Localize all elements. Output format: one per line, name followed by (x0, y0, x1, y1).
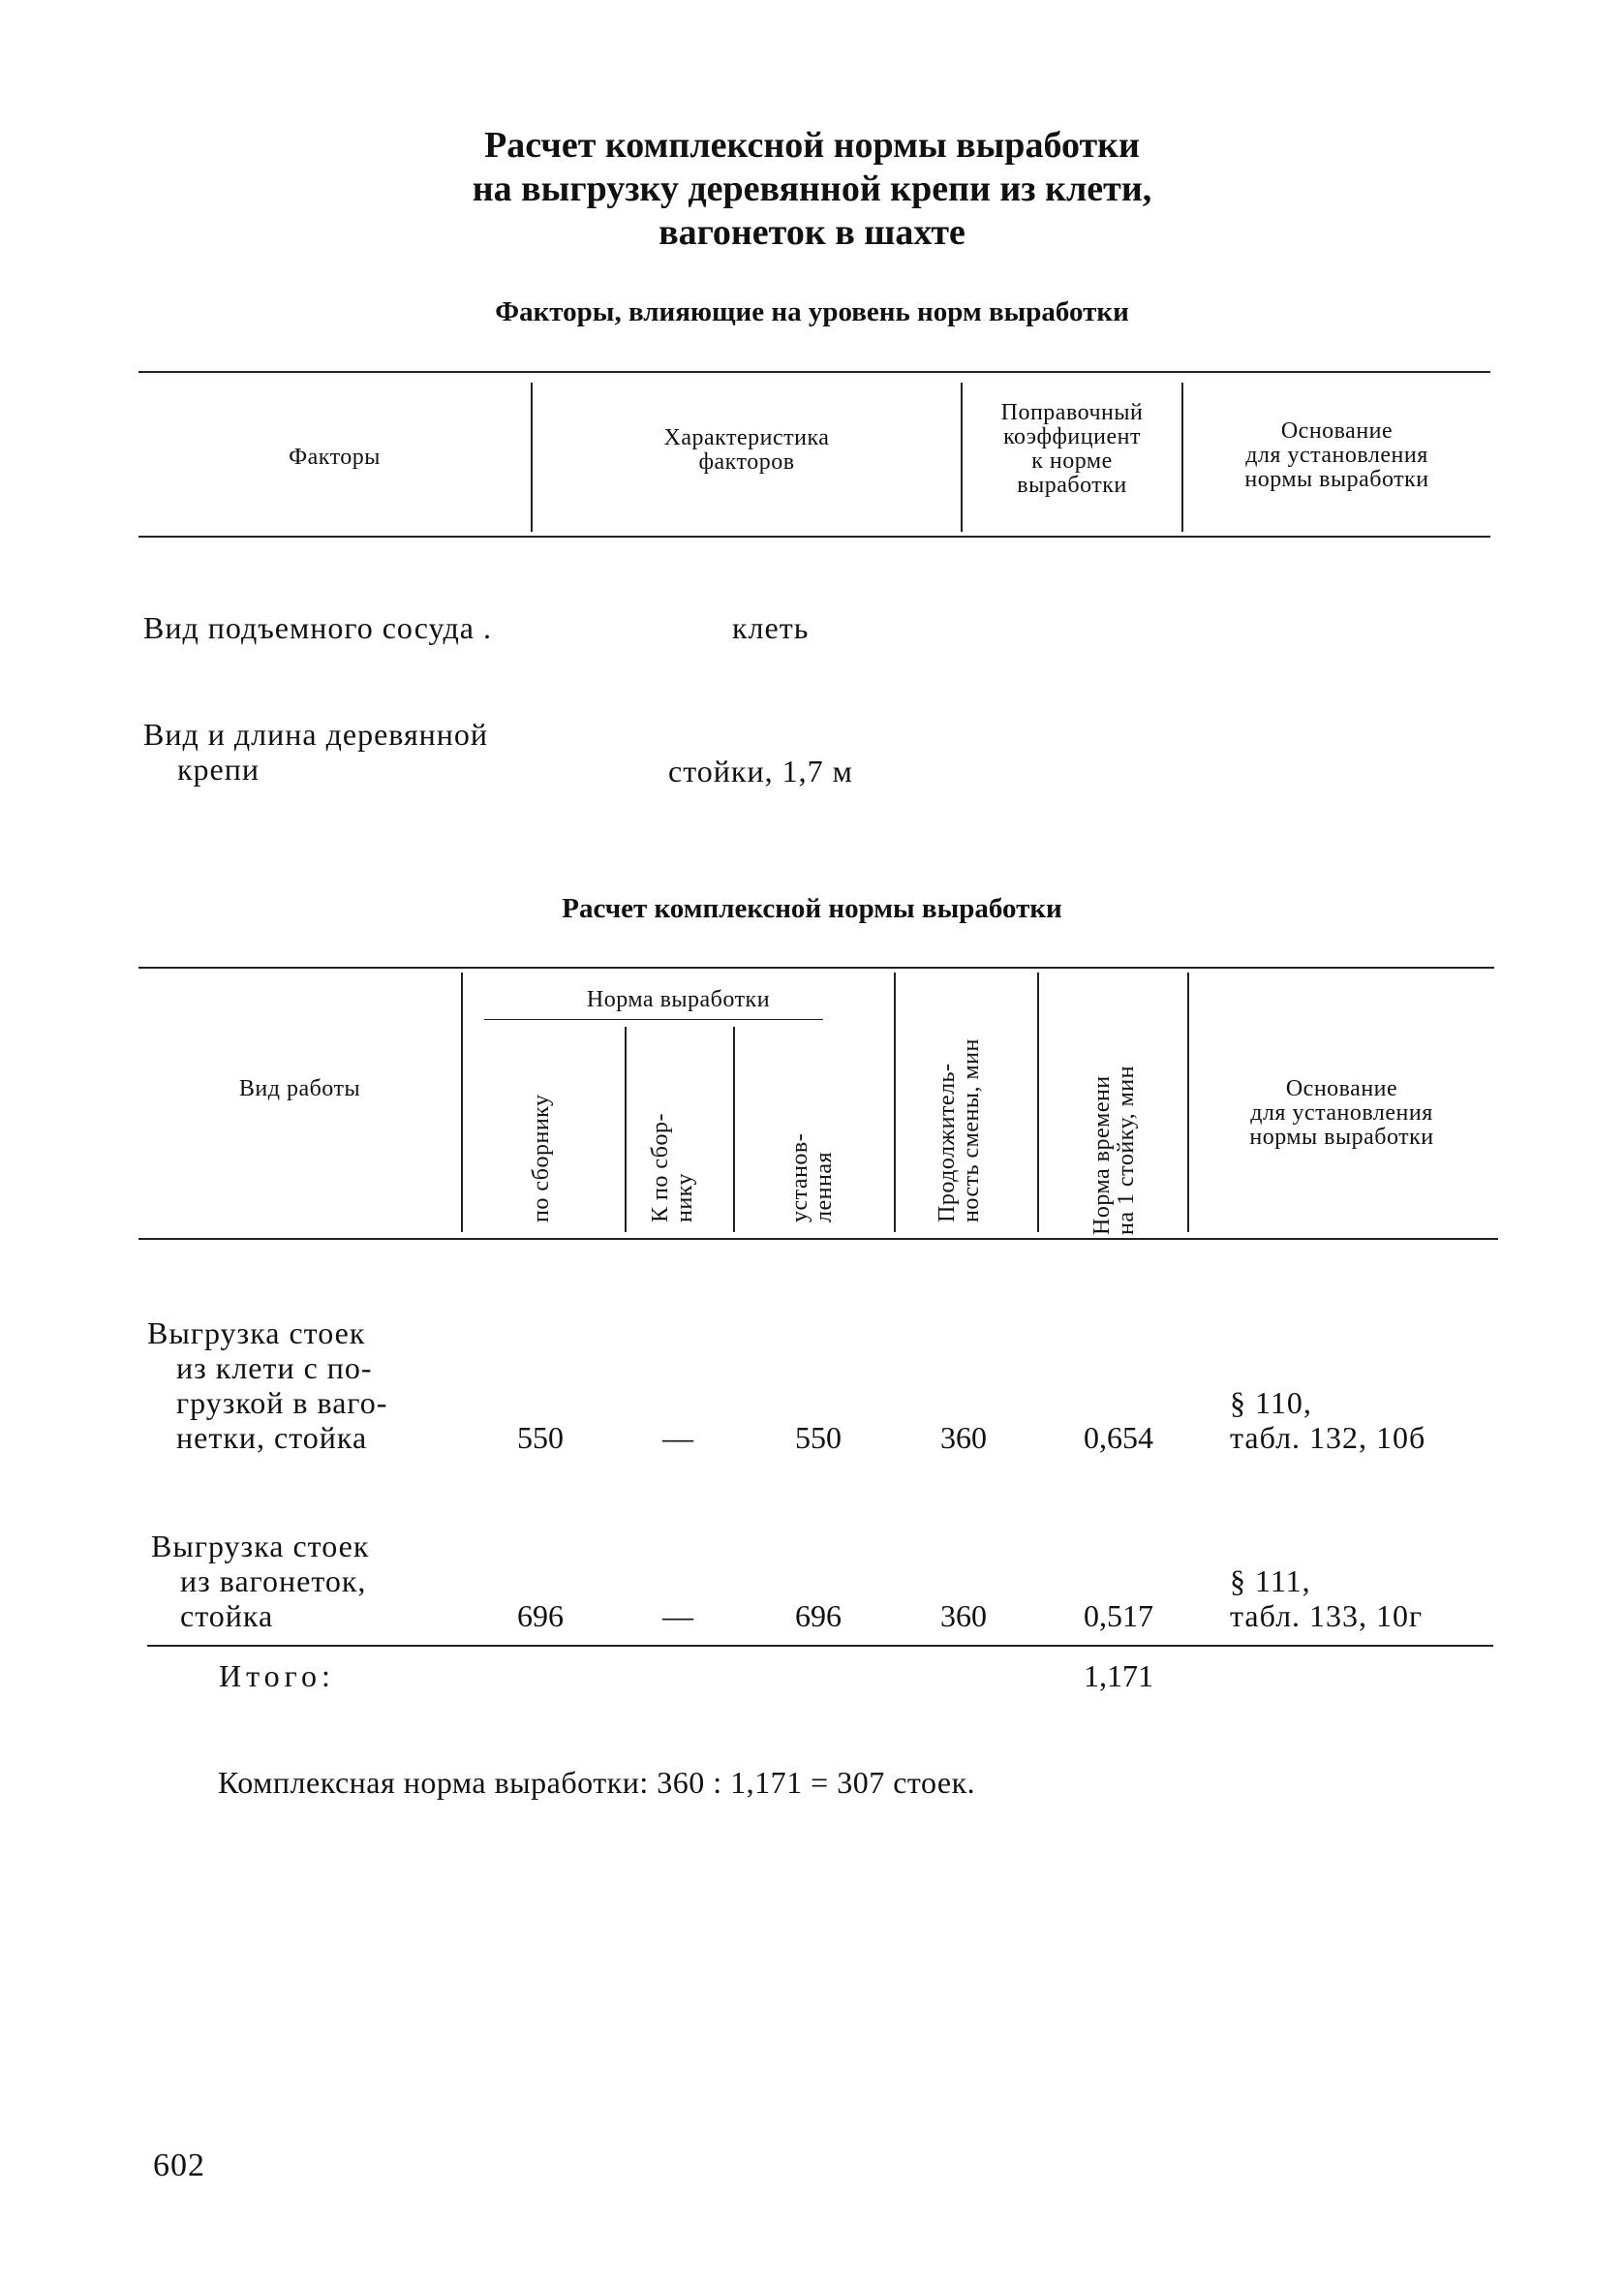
total-rule (147, 1645, 1493, 1647)
title-line-3: вагонеток в шахте (659, 212, 965, 253)
header-k-by-collection: К по сбор- нику (648, 1113, 697, 1222)
row-2-work-line-1: Выгрузка стоек (151, 1529, 370, 1563)
factors-table-bottom-rule (138, 536, 1490, 538)
factor-row-1-label: Вид подъемного сосуда . (143, 610, 492, 645)
calc-col-divider-sub-2 (733, 1027, 735, 1232)
factors-table-top-rule (138, 371, 1490, 373)
header-work-type: Вид работы (238, 1076, 361, 1101)
title-line-2: на выгрузку деревянной крепи из клети, (472, 169, 1152, 209)
row-2-time-norm: 0,517 (1084, 1598, 1153, 1633)
row-1-shift: 360 (940, 1420, 987, 1455)
factors-heading: Факторы, влияющие на уровень норм выработки (495, 296, 1129, 327)
calc-table-header-bottom-rule (138, 1238, 1498, 1240)
row-1-basis-line-2: табл. 132, 10б (1230, 1420, 1426, 1455)
header-coefficient: Поправочный коэффициент к норме выработки (1000, 400, 1144, 498)
header-shift-duration: Продолжитель- ность смены, мин (935, 1038, 984, 1222)
row-2-basis-line-2: табл. 133, 10г (1230, 1598, 1424, 1633)
page-number: 602 (153, 2148, 205, 2183)
row-2-by-collection: 696 (517, 1598, 564, 1633)
row-1-by-collection: 550 (517, 1420, 564, 1455)
header-established: установ- ленная (787, 1132, 837, 1222)
row-1-work-line-3: грузкой в ваго- (176, 1385, 388, 1420)
calc-table-top-rule (138, 967, 1494, 969)
conclusion-text: Комплексная норма выработки: 360 : 1,171 = 307 стоек. (218, 1765, 976, 1800)
header-basis: Основание для установления нормы выработки (1244, 418, 1429, 492)
header-calc-basis: Основание для установления нормы выработки (1249, 1076, 1434, 1150)
title-line-1: Расчет комплексной нормы выработки (484, 125, 1140, 166)
factor-row-2-value: стойки, 1,7 м (668, 754, 853, 788)
row-1-work-line-1: Выгрузка стоек (147, 1315, 366, 1350)
calc-col-divider-sub-1 (625, 1027, 627, 1232)
header-by-collection: по сборнику (529, 1094, 554, 1222)
header-time-norm: Норма времени на 1 стойку, мин (1089, 1066, 1139, 1235)
row-2-work-line-2: из вагонеток, (180, 1563, 367, 1598)
total-value: 1,171 (1084, 1658, 1153, 1693)
row-2-basis-line-1: § 111, (1230, 1563, 1311, 1598)
row-2-established: 696 (795, 1598, 842, 1633)
calc-col-divider-2 (894, 973, 896, 1232)
row-2-shift: 360 (940, 1598, 987, 1633)
calc-col-divider-3 (1037, 973, 1039, 1232)
header-characteristics: Характеристика факторов (663, 425, 830, 475)
row-1-k: — (662, 1420, 693, 1455)
factor-row-2-label-line-2: крепи (177, 752, 260, 787)
header-factors: Факторы (289, 445, 381, 470)
row-1-established: 550 (795, 1420, 842, 1455)
row-2-k: — (662, 1598, 693, 1633)
factor-row-2-label-line-1: Вид и длина деревянной (143, 717, 489, 752)
header-norm-group: Норма выработки (586, 987, 771, 1012)
norm-group-underline (484, 1019, 823, 1020)
calc-heading: Расчет комплексной нормы выработки (562, 893, 1062, 924)
row-1-time-norm: 0,654 (1084, 1420, 1153, 1455)
row-1-work-line-4: нетки, стойка (176, 1420, 368, 1455)
row-2-work-line-3: стойка (180, 1598, 274, 1633)
total-label: Итого: (219, 1658, 335, 1693)
row-1-work-line-2: из клети с по- (176, 1350, 373, 1385)
row-1-basis-line-1: § 110, (1230, 1385, 1312, 1420)
page-title (0, 124, 1624, 255)
factor-row-1-value: клеть (732, 610, 810, 645)
